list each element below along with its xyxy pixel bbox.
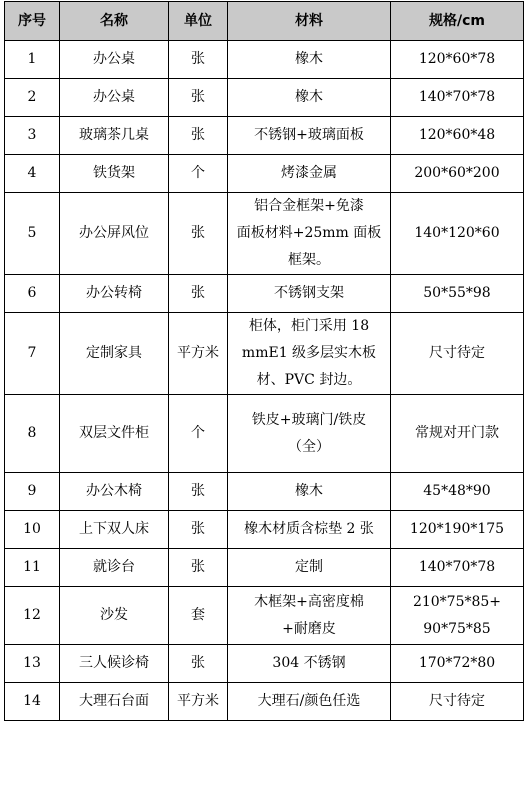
cell-unit: 张 (169, 511, 228, 549)
cell-spec-line: 140*120*60 (414, 225, 500, 241)
cell-spec (391, 313, 524, 395)
table-row (5, 473, 524, 511)
cell-name: 铁货架 (60, 155, 169, 193)
cell-material (228, 587, 391, 645)
cell-material-line: 橡木 (295, 483, 323, 499)
cell-spec-line: 50*55*98 (423, 285, 491, 301)
cell-material (228, 511, 391, 549)
cell-spec-line: 210*75*85+ (412, 593, 502, 610)
cell-name: 办公桌 (60, 41, 169, 79)
furniture-table (4, 1, 524, 721)
cell-index: 6 (5, 275, 60, 313)
cell-material-line: （全） (288, 438, 330, 455)
cell-index: 3 (5, 117, 60, 155)
cell-material-line: 大理石/颜色任选 (257, 693, 361, 709)
cell-spec (391, 155, 524, 193)
table-body (5, 41, 524, 721)
cell-index: 4 (5, 155, 60, 193)
cell-material-line: 柜体，柜门采用 18 (248, 318, 370, 334)
cell-spec (391, 41, 524, 79)
cell-spec-line: 120*60*78 (418, 51, 496, 67)
cell-material (228, 41, 391, 79)
cell-material (228, 395, 391, 473)
table-row (5, 275, 524, 313)
cell-material-line: 铝合金框架+免漆 (254, 198, 364, 214)
cell-index: 9 (5, 473, 60, 511)
cell-material (228, 473, 391, 511)
cell-spec-line: 常规对开门款 (415, 425, 499, 441)
cell-name: 办公转椅 (60, 275, 169, 313)
cell-name: 玻璃茶几桌 (60, 117, 169, 155)
cell-unit: 个 (169, 395, 228, 473)
cell-index: 12 (5, 587, 60, 645)
cell-name: 定制家具 (60, 313, 169, 395)
cell-unit: 平方米 (169, 313, 228, 395)
cell-index: 11 (5, 549, 60, 587)
cell-spec-line: 尺寸待定 (429, 345, 485, 361)
cell-index: 2 (5, 79, 60, 117)
cell-spec (391, 275, 524, 313)
cell-name: 三人候诊椅 (60, 645, 169, 683)
cell-spec (391, 511, 524, 549)
table-row (5, 313, 524, 395)
cell-unit: 张 (169, 41, 228, 79)
header-unit: 单位 (169, 2, 228, 41)
cell-material (228, 117, 391, 155)
cell-spec-line: 140*70*78 (418, 559, 496, 575)
cell-name: 就诊台 (60, 549, 169, 587)
table-row (5, 511, 524, 549)
cell-spec-line: 45*48*90 (423, 483, 491, 499)
cell-material-line: +耐磨皮 (282, 620, 336, 637)
cell-unit: 张 (169, 473, 228, 511)
cell-material-line: 橡木 (295, 51, 323, 67)
cell-name: 办公木椅 (60, 473, 169, 511)
cell-material-line: 烤漆金属 (281, 165, 337, 181)
table-row (5, 79, 524, 117)
cell-spec (391, 645, 524, 683)
cell-material-line: mmE1 级多层实木板 (241, 345, 377, 361)
cell-spec-line: 120*60*48 (418, 127, 496, 143)
cell-spec (391, 549, 524, 587)
cell-index: 13 (5, 645, 60, 683)
cell-spec-line: 120*190*175 (409, 521, 505, 537)
cell-index: 5 (5, 193, 60, 275)
cell-unit: 个 (169, 155, 228, 193)
cell-unit: 张 (169, 79, 228, 117)
cell-unit: 张 (169, 275, 228, 313)
cell-name: 办公桌 (60, 79, 169, 117)
cell-material-line: 橡木 (295, 89, 323, 105)
cell-unit: 张 (169, 645, 228, 683)
cell-material-line: 不锈钢支架 (274, 285, 344, 301)
cell-spec (391, 683, 524, 721)
table-row (5, 549, 524, 587)
cell-unit: 平方米 (169, 683, 228, 721)
header-name: 名称 (60, 2, 169, 41)
cell-name: 上下双人床 (60, 511, 169, 549)
cell-material-line: 框架。 (288, 252, 330, 268)
cell-material (228, 683, 391, 721)
cell-material-line: 304 不锈钢 (272, 655, 346, 671)
cell-index: 8 (5, 395, 60, 473)
cell-unit: 张 (169, 117, 228, 155)
cell-unit: 张 (169, 193, 228, 275)
cell-spec (391, 193, 524, 275)
cell-material (228, 79, 391, 117)
cell-spec-line: 200*60*200 (414, 165, 500, 181)
cell-spec-line: 90*75*85 (423, 620, 491, 637)
cell-material (228, 155, 391, 193)
cell-material-line: 橡木材质含棕垫 2 张 (244, 521, 374, 537)
cell-material-line: 木框架+高密度棉 (254, 593, 364, 610)
cell-material (228, 193, 391, 275)
table-row (5, 587, 524, 645)
cell-material-line: 材、PVC 封边。 (256, 372, 362, 388)
header-material: 材料 (228, 2, 391, 41)
cell-material (228, 645, 391, 683)
cell-name: 办公屏风位 (60, 193, 169, 275)
cell-material-line: 定制 (295, 559, 323, 575)
table-row (5, 155, 524, 193)
cell-material-line: 面板材料+25mm 面板 (236, 225, 382, 241)
header-spec: 规格/cm (391, 2, 524, 41)
cell-index: 7 (5, 313, 60, 395)
cell-name: 双层文件柜 (60, 395, 169, 473)
cell-name: 沙发 (60, 587, 169, 645)
header-index: 序号 (5, 2, 60, 41)
table-row (5, 117, 524, 155)
cell-material (228, 549, 391, 587)
cell-name: 大理石台面 (60, 683, 169, 721)
cell-material (228, 313, 391, 395)
cell-spec (391, 395, 524, 473)
cell-spec-line: 尺寸待定 (429, 693, 485, 709)
cell-index: 14 (5, 683, 60, 721)
cell-spec-line: 170*72*80 (418, 655, 496, 671)
table-row (5, 395, 524, 473)
cell-spec (391, 587, 524, 645)
cell-index: 10 (5, 511, 60, 549)
cell-material-line: 不锈钢+玻璃面板 (254, 127, 364, 143)
cell-material-line: 铁皮+玻璃门/铁皮 (251, 411, 367, 428)
header-row (5, 2, 524, 41)
table-row (5, 41, 524, 79)
cell-spec-line: 140*70*78 (418, 89, 496, 105)
cell-index: 1 (5, 41, 60, 79)
cell-spec (391, 473, 524, 511)
table-row (5, 193, 524, 275)
cell-material (228, 275, 391, 313)
table-row (5, 683, 524, 721)
table-row (5, 645, 524, 683)
cell-unit: 张 (169, 549, 228, 587)
cell-unit: 套 (169, 587, 228, 645)
cell-spec (391, 117, 524, 155)
cell-spec (391, 79, 524, 117)
